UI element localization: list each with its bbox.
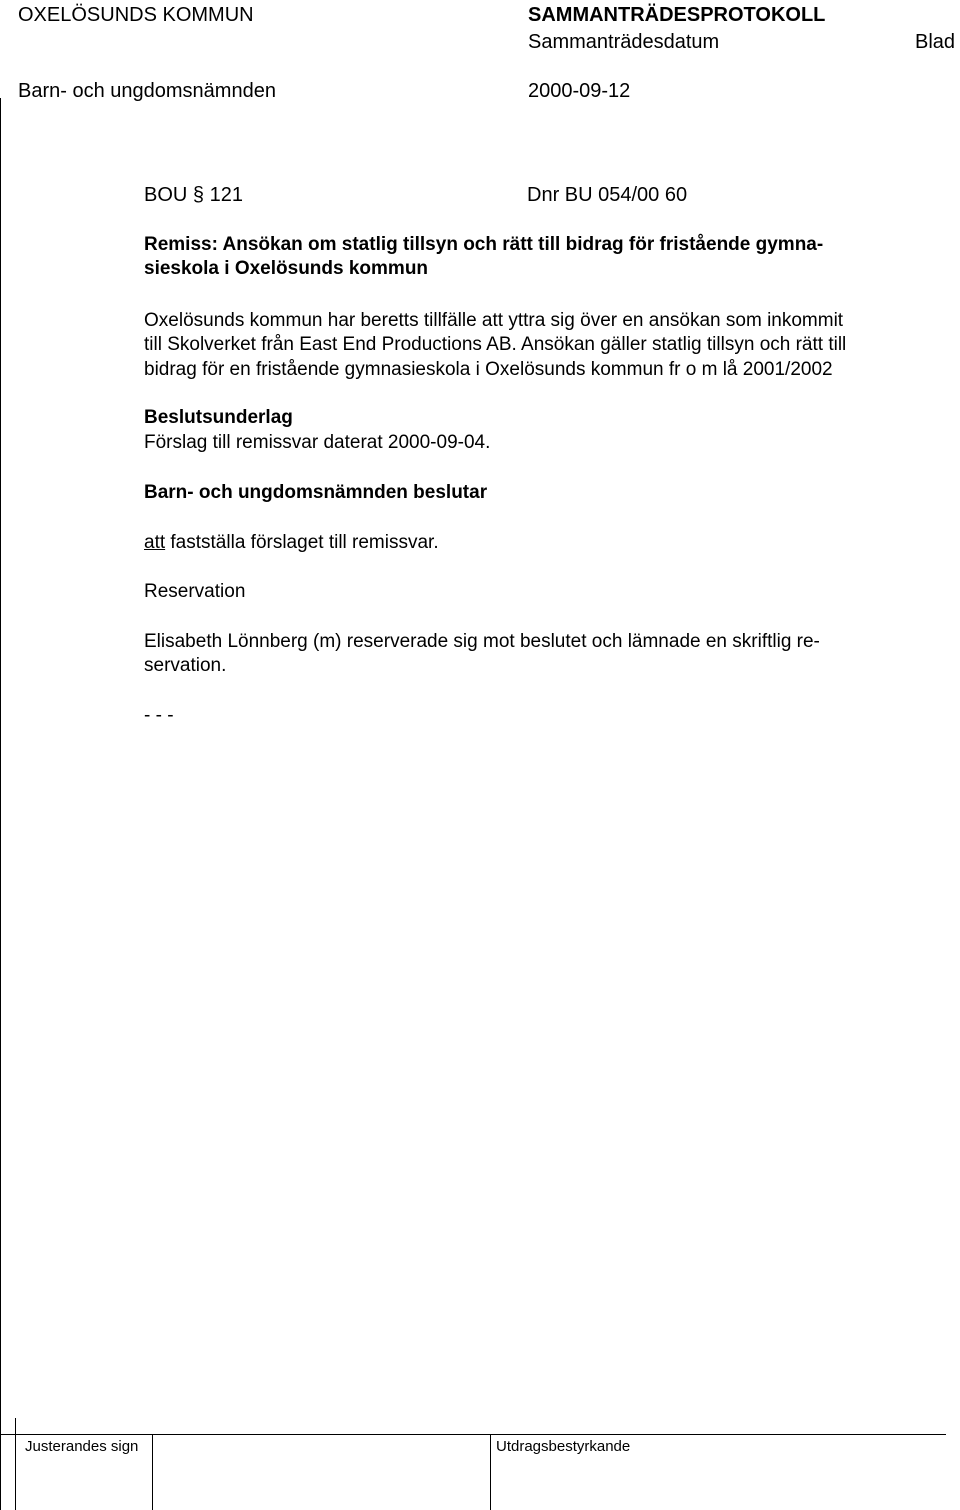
intro-line-3: bidrag för en fristående gymnasieskola i Oxelösunds kommun fr o m lå 2001/2002 bbox=[144, 359, 833, 380]
matter-title-line-2: sieskola i Oxelösunds kommun bbox=[144, 258, 429, 279]
extract-certification-label: Utdragsbestyrkande bbox=[496, 1438, 631, 1455]
basis-text: Förslag till remissvar daterat 2000-09-04. bbox=[144, 432, 491, 453]
adjusters-sign-label: Justerandes sign bbox=[25, 1438, 139, 1455]
end-marker: - - - bbox=[144, 705, 174, 726]
section-number: BOU § 121 bbox=[144, 184, 243, 206]
left-margin-rule bbox=[0, 98, 1, 1510]
decision-line bbox=[144, 531, 439, 556]
matter-title-line-1: Remiss: Ansökan om statlig tillsyn och rätt till bidrag för fristående gymna- bbox=[144, 234, 824, 255]
sheet-label: Blad bbox=[915, 31, 956, 53]
decision-text: fastställa förslaget till remissvar. bbox=[165, 532, 439, 553]
decision-heading: Barn- och ungdomsnämnden beslutar bbox=[144, 482, 488, 503]
municipality-name: OXELÖSUNDS KOMMUN bbox=[18, 4, 254, 26]
reservation-line-1: Elisabeth Lönnberg (m) reserverade sig mot beslutet och lämnade en skriftlig re- bbox=[144, 631, 820, 652]
meeting-date-label: Sammanträdesdatum bbox=[528, 31, 720, 53]
footer-rule bbox=[0, 1434, 946, 1435]
diary-number: Dnr BU 054/00 60 bbox=[527, 184, 688, 206]
committee-name: Barn- och ungdomsnämnden bbox=[18, 80, 276, 102]
footer-divider-left bbox=[15, 1418, 16, 1510]
reservation-heading: Reservation bbox=[144, 581, 246, 602]
intro-line-2: till Skolverket från East End Productions AB. Ansökan gäller statlig tillsyn och rätt till bbox=[144, 334, 847, 355]
footer-divider-mid bbox=[152, 1434, 153, 1510]
reservation-line-2: servation. bbox=[144, 655, 227, 676]
basis-heading: Beslutsunderlag bbox=[144, 407, 293, 428]
document-type: SAMMANTRÄDESPROTOKOLL bbox=[528, 4, 826, 26]
decision-att: att bbox=[144, 532, 166, 553]
footer-divider-right bbox=[490, 1434, 491, 1510]
meeting-date: 2000-09-12 bbox=[528, 80, 631, 102]
intro-line-1: Oxelösunds kommun har beretts tillfälle att yttra sig över en ansökan som inkommit bbox=[144, 310, 844, 331]
